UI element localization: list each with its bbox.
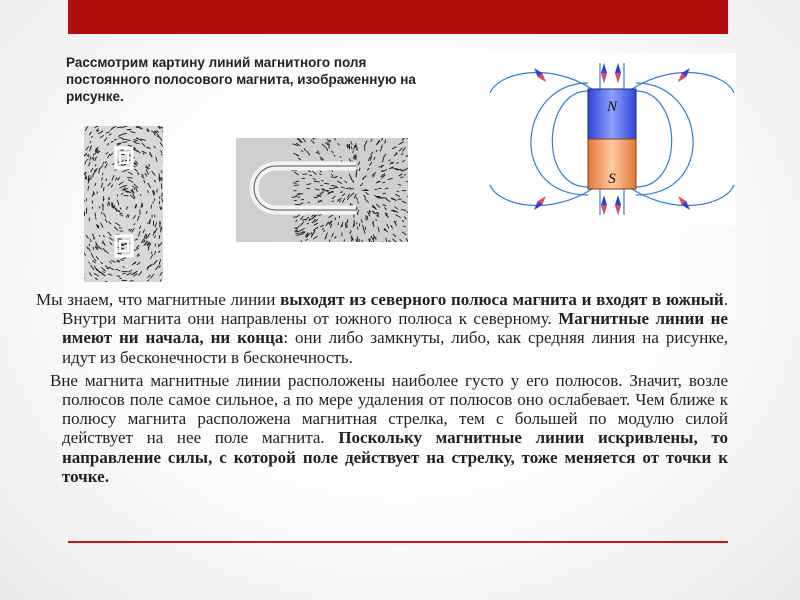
intro-text: Рассмотрим картину линий магнитного поля постоянного полосового магнита, изображенную на рисунке. [66,55,416,104]
body-text [36,290,728,486]
body-run: . Внутри магнита они направлены от южного полюса к северному. [62,290,728,329]
top-accent-bar [68,0,728,34]
bar-magnet-filings-image [84,126,163,282]
emphasis-text: выходят из северного полюса магнита и входят в южный [280,290,724,309]
emphasis-text: Магнитные линии не имеют ни начала, ни конца [62,309,728,348]
body-run: Мы знаем, что магнитные линии [36,290,281,309]
paragraph-1 [36,290,728,367]
horseshoe-magnet-filings-image [236,138,408,242]
paragraph-2 [36,371,728,486]
bottom-divider [68,541,728,543]
north-pole-label: N [606,99,618,115]
body-run: : они либо замкнуты, либо, как средняя линия на рисунке, идут из бесконечности в бесконечность. [62,328,728,367]
field-lines-diagram [488,53,736,225]
emphasis-text: Поскольку магнитные линии искривлены, то направление силы, с которой поле действует на стрелку, тоже меняется от точки к точке. [62,428,728,486]
south-pole-label: S [608,171,616,187]
body-run: Вне магнита магнитные линии расположены наиболее густо у его полюсов. Значит, возле полюсов поле самое сильное, а по мере удаления от полюсов оно ослабевает. Чем ближе к полюсу магнита расположена магнитная стрелка, тем с большей по модулю силой действует на нее поле магнита. [50,370,728,448]
